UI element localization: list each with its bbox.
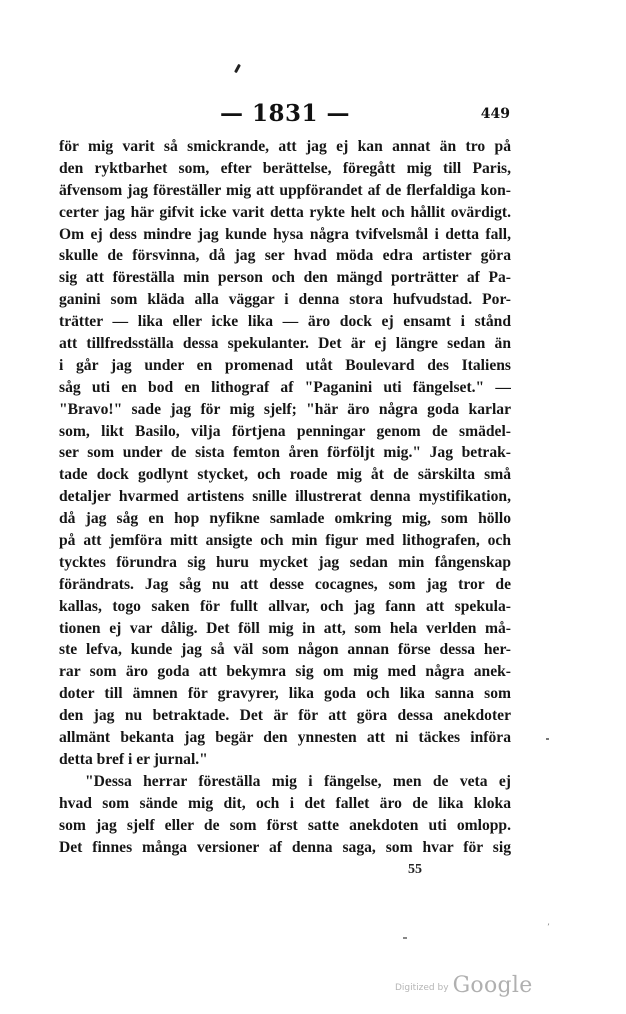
text-line: för mig varit så smickrande, att jag ej kan annat än tro på: [59, 138, 511, 155]
text-line: allmänt bekanta jag begär den ynnesten att ni täckes införa: [59, 729, 511, 747]
text-line: Om ej dess mindre jag kunde hysa några tvifvelsmål i detta fall,: [59, 225, 511, 243]
text-line: doter till ämnen för gravyrer, lika goda och lika sanna som: [59, 685, 511, 703]
scan-speck: [403, 937, 407, 939]
text-line: certer jag här gifvit icke varit detta rykte helt och hållit ovärdigt.: [59, 203, 511, 221]
running-header: [60, 100, 510, 130]
ink-mark: [234, 64, 241, 73]
text-line: ser som under de sista femton åren förföljt mig." Jag betrak-: [59, 444, 511, 462]
body-text: [59, 136, 511, 858]
text-line: som, likt Basilo, vilja förtjena penningar genom de smädel-: [59, 422, 511, 440]
header-year: — 1831 —: [220, 100, 351, 127]
text-line: Det finnes många versioner af denna saga, som hvar för sig: [59, 838, 511, 856]
text-line: ste lefva, kunde jag så väl som någon annan förse dessa her-: [59, 641, 511, 659]
text-line-paragraph-end: detta bref i er jurnal.": [59, 750, 208, 768]
digitized-watermark: [395, 968, 533, 998]
text-line: kallas, togo saken för fullt allvar, och jag fann att spekula-: [59, 597, 511, 615]
scan-speck: ’: [547, 923, 550, 933]
text-line: som jag sjelf eller de som först satte anekdoten uti omlopp.: [59, 816, 511, 834]
text-line: förändrats. Jag såg nu att desse cocagnes, som jag tror de: [59, 575, 511, 593]
text-line: rar som äro goda att bekymra sig om mig med några anek-: [59, 663, 511, 681]
text-line: att tillfredsställa dessa spekulanter. Det är ej längre sedan än: [59, 335, 511, 353]
text-line: i går jag under en promenad utåt Boulevard des Italiens: [59, 356, 511, 374]
text-line-paragraph-start: "Dessa herrar föreställa mig i fängelse, men de veta ej: [85, 772, 511, 790]
google-logo: Google: [452, 973, 533, 998]
watermark-prefix: Digitized by: [395, 983, 449, 993]
text-line: den ryktbarhet som, efter berättelse, föregått mig till Paris,: [59, 159, 511, 177]
text-line: sig att föreställa min person och den mängd porträtter af Pa-: [59, 269, 511, 287]
text-line: trätter — lika eller icke lika — äro dock ej ensamt i stånd: [59, 313, 511, 331]
text-line: såg uti en bod en lithograf af "Paganini uti fängelset." —: [59, 378, 511, 396]
text-line: tionen ej var dålig. Det föll mig in att, som hela verlden må-: [59, 619, 511, 637]
text-line: detaljer hvarmed artistens snille illustrerat denna mystifikation,: [59, 488, 511, 506]
text-line: "Bravo!" sade jag för mig sjelf; "här äro några goda karlar: [59, 400, 511, 418]
text-line: skulle de försvinna, då jag ser hvad möda edra artister göra: [59, 247, 511, 265]
text-line: tycktes förundra sig huru mycket jag sedan min fångenskap: [59, 553, 511, 571]
text-line: ganini som kläda alla väggar i denna stora hufvudstad. Por-: [59, 291, 511, 309]
text-line: den jag nu betraktade. Det är för att göra dessa anekdoter: [59, 707, 511, 725]
scan-speck: [546, 738, 549, 740]
signature-mark: 55: [408, 862, 422, 877]
text-line: på att jemföra mitt ansigte och min figur med lithografen, och: [59, 532, 511, 550]
text-line: hvad som sände mig dit, och i det fallet äro de lika kloka: [59, 794, 511, 812]
text-line: äfvensom jag föreställer mig att uppförandet af de flerfaldiga kon-: [59, 181, 511, 199]
text-line: då jag såg en hop nyfikne samlade omkring mig, som höllo: [59, 510, 511, 528]
text-line: tade dock godlynt stycket, och roade mig åt de särskilta små: [59, 466, 511, 484]
page-number: 449: [480, 106, 510, 122]
